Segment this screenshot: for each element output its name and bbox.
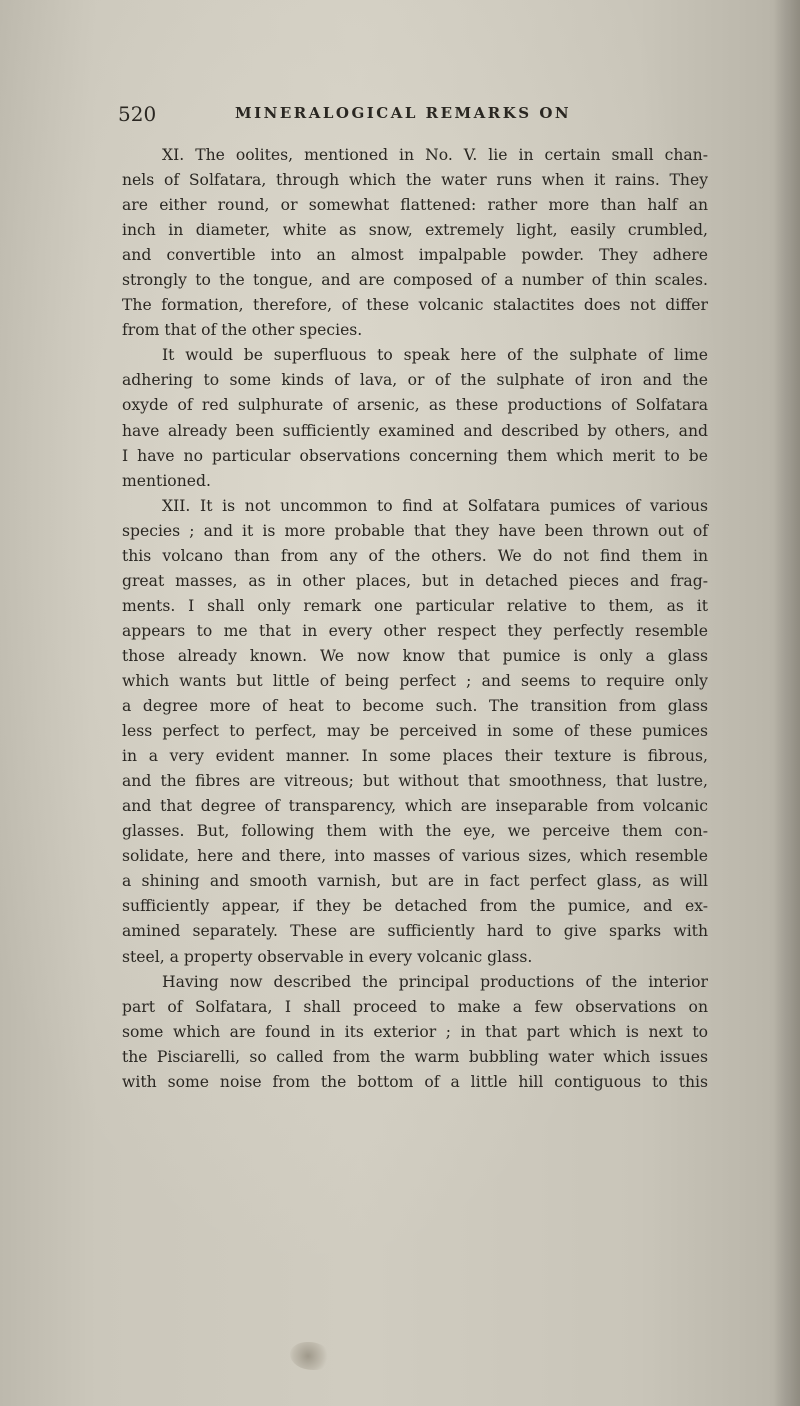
text-line: oxyde of red sulphurate of arsenic, as these productions of Solfatara [122, 396, 708, 415]
text-line: are either round, or somewhat flattened: rather more than half an [122, 196, 708, 215]
text-line: this volcano than from any of the others. We do not find them in [122, 546, 708, 565]
text-line: nels of Solfatara, through which the water runs when it rains. They [122, 171, 708, 190]
text-line: amined separately. These are sufficiently hard to give sparks with [122, 922, 708, 941]
text-line: from that of the other species. [122, 321, 363, 340]
text-line: appears to me that in every other respect they perfectly resemble [122, 621, 708, 640]
page-edge-shadow [774, 0, 800, 1406]
text-line: glasses. But, following them with the eye, we perceive them con- [122, 822, 708, 841]
text-line: adhering to some kinds of lava, or of the sulphate of iron and the [122, 371, 708, 390]
text-line: The formation, therefore, of these volcanic stalactites does not differ [122, 296, 708, 315]
text-line: inch in diameter, white as snow, extremely light, easily crumbled, [122, 221, 708, 240]
text-line: in a very evident manner. In some places their texture is fibrous, [122, 747, 708, 766]
running-title: MINERALOGICAL REMARKS ON [235, 104, 572, 122]
text-line: Having now described the principal productions of the interior [162, 972, 708, 991]
text-line: those already known. We now know that pumice is only a glass [122, 646, 708, 665]
body-text [122, 143, 708, 1095]
text-line: steel, a property observable in every volcanic glass. [122, 947, 533, 966]
text-line: sufficiently appear, if they be detached from the pumice, and ex- [122, 897, 708, 916]
paper-stain [290, 1342, 330, 1370]
text-line: mentioned. [122, 471, 211, 490]
text-line: XII. It is not uncommon to find at Solfatara pumices of various [162, 496, 708, 515]
text-line: and the fibres are vitreous; but without that smoothness, that lustre, [122, 772, 708, 791]
text-line: great masses, as in other places, but in detached pieces and frag- [122, 571, 708, 590]
text-line: have already been sufficiently examined and described by others, and [122, 421, 708, 440]
text-line: It would be superfluous to speak here of the sulphate of lime [162, 346, 708, 365]
text-line: and convertible into an almost impalpable powder. They adhere [122, 246, 708, 265]
text-line: ments. I shall only remark one particular relative to them, as it [122, 596, 708, 615]
text-line: a shining and smooth varnish, but are in fact perfect glass, as will [122, 872, 708, 891]
text-line: less perfect to perfect, may be perceived in some of these pumices [122, 722, 708, 741]
page-header [118, 100, 718, 132]
text-line: and that degree of transparency, which are inseparable from volcanic [122, 797, 708, 816]
text-line: part of Solfatara, I shall proceed to make a few observations on [122, 997, 708, 1016]
text-line: XI. The oolites, mentioned in No. V. lie in certain small chan- [162, 146, 708, 164]
text-line: strongly to the tongue, and are composed of a number of thin scales. [122, 271, 708, 290]
text-line: which wants but little of being perfect ; and seems to require only [122, 671, 708, 690]
text-line: I have no particular observations concerning them which merit to be [122, 446, 708, 465]
text-line: with some noise from the bottom of a little hill contiguous to this [122, 1072, 708, 1091]
text-line: a degree more of heat to become such. The transition from glass [122, 697, 708, 716]
page-number: 520 [118, 102, 157, 126]
text-line: some which are found in its exterior ; in that part which is next to [122, 1022, 708, 1041]
text-line: species ; and it is more probable that they have been thrown out of [122, 521, 708, 540]
text-line: the Pisciarelli, so called from the warm bubbling water which issues [122, 1047, 708, 1066]
text-line: solidate, here and there, into masses of various sizes, which resemble [122, 847, 708, 866]
